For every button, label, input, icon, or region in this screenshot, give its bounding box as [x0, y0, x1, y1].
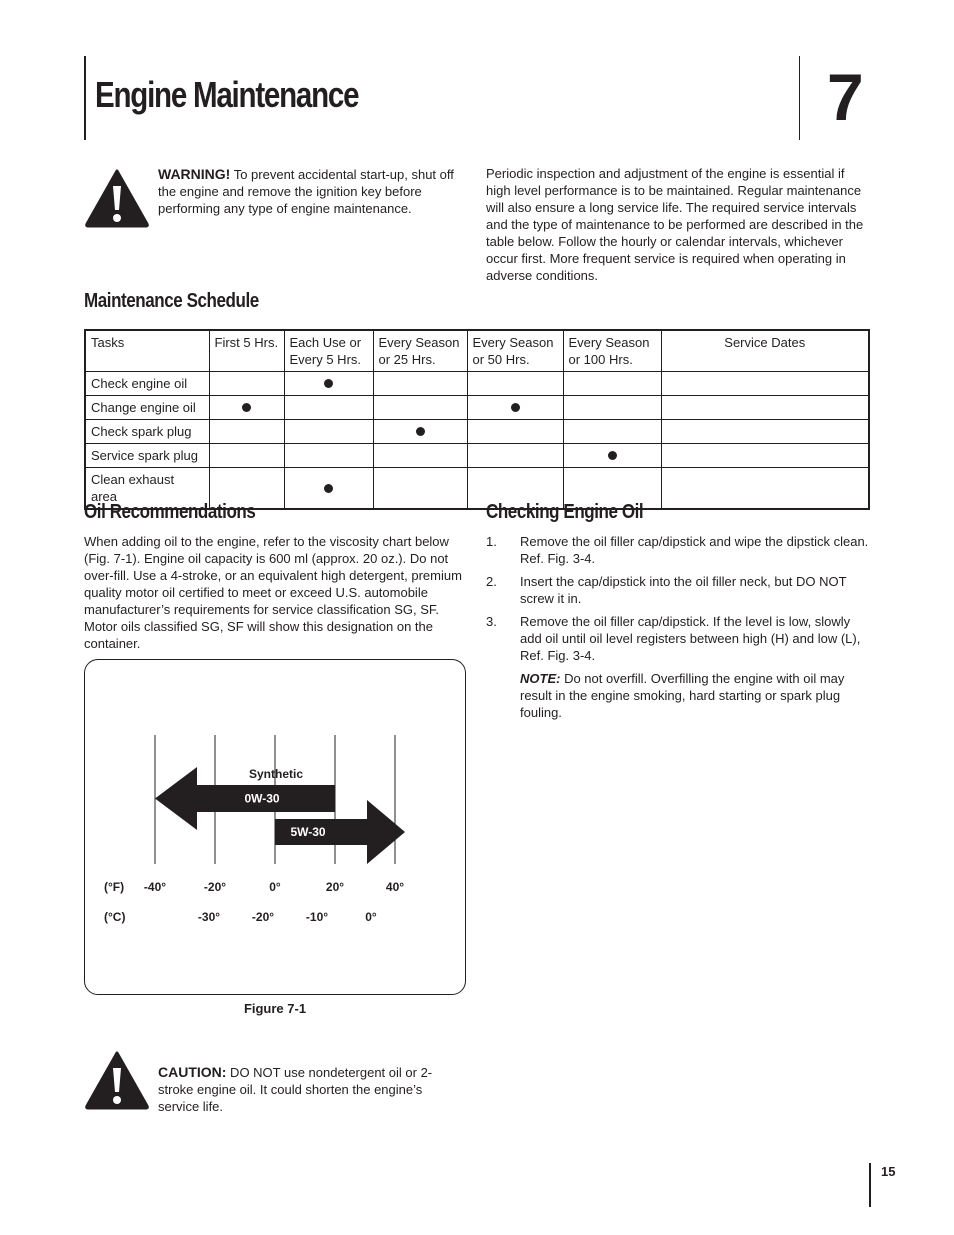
- f-tick-label: -40°: [143, 880, 167, 894]
- task-cell: Check engine oil: [85, 372, 209, 396]
- warning-text: To prevent accidental start-up, shut off the engine and remove the ignition key before performing any type of engine maintenance.: [158, 167, 454, 216]
- interval-cell: [467, 372, 563, 396]
- c-tick-label: -10°: [305, 910, 329, 924]
- f-tick-label: 0°: [269, 880, 281, 894]
- oil-heading: Oil Recommendations: [84, 501, 256, 523]
- header-cell: Every Season or 100 Hrs.: [563, 330, 661, 372]
- list-item: [486, 533, 872, 567]
- caution-text: DO NOT use nondetergent oil or 2-stroke engine oil. It could shorten the engine’s service life.: [158, 1065, 433, 1114]
- checking-heading: Checking Engine Oil: [486, 501, 644, 523]
- header-cell: Every Season or 25 Hrs.: [373, 330, 467, 372]
- note-block: [486, 670, 872, 721]
- task-cell: Change engine oil: [85, 396, 209, 420]
- interval-cell: [467, 396, 563, 420]
- table-row: [85, 372, 869, 396]
- header-cell: Every Season or 50 Hrs.: [467, 330, 563, 372]
- interval-cell: [209, 420, 284, 444]
- list-item: [486, 613, 872, 664]
- note-text: Do not overfill. Overfilling the engine with oil may result in the engine smoking, hard starting or spark plug fouling.: [520, 671, 845, 720]
- interval-cell: [373, 468, 467, 510]
- interval-cell: [284, 420, 373, 444]
- task-cell: Clean exhaust area: [85, 468, 209, 510]
- schedule-heading: Maintenance Schedule: [84, 290, 259, 312]
- task-cell: Service spark plug: [85, 444, 209, 468]
- step-text: Remove the oil filler cap/dipstick. If the level is low, slowly add oil until oil level registers between high (H) and low (L), Ref. Fig. 3-4.: [520, 614, 861, 663]
- chapter-number: 7: [827, 60, 864, 134]
- caution-block: [158, 1064, 458, 1115]
- scheduled-dot: [242, 403, 251, 412]
- interval-cell: [563, 396, 661, 420]
- step-number: 3.: [486, 614, 497, 629]
- caution-label: CAUTION:: [158, 1064, 227, 1080]
- f-tick-label: 20°: [325, 880, 345, 894]
- warning-block: [158, 166, 468, 217]
- header-cell: Service Dates: [661, 330, 869, 372]
- intro-paragraph: Periodic inspection and adjustment of the engine is essential if high level performance is to be maintained. Regular maintenance will also ensure a long service life. The required service intervals and the type of maintenance to be performed are described in the table below. Follow the hourly or calendar intervals, whichever occur first. More frequent service is required when operating in adverse conditions.: [486, 166, 864, 283]
- page-number: 15: [881, 1164, 896, 1179]
- chapter-rule: [799, 56, 800, 140]
- service-date-cell: [661, 396, 869, 420]
- checking-section: [486, 533, 872, 721]
- c-tick-label: -20°: [251, 910, 275, 924]
- interval-cell: [467, 444, 563, 468]
- table-row: [85, 396, 869, 420]
- scheduled-dot: [416, 427, 425, 436]
- interval-cell: [373, 372, 467, 396]
- interval-cell: [209, 444, 284, 468]
- interval-cell: [467, 420, 563, 444]
- title-rule: [84, 56, 86, 140]
- task-cell: Check spark plug: [85, 420, 209, 444]
- step-text: Remove the oil filler cap/dipstick and wipe the dipstick clean. Ref. Fig. 3-4.: [520, 534, 869, 566]
- c-tick-label: -30°: [197, 910, 221, 924]
- viscosity-chart: [84, 659, 466, 995]
- interval-cell: [563, 372, 661, 396]
- note-label: NOTE:: [520, 671, 561, 686]
- header-cell: Tasks: [85, 330, 209, 372]
- checking-steps: [486, 533, 872, 664]
- figure-caption: Figure 7-1: [243, 1001, 307, 1016]
- page-title: Engine Maintenance: [95, 74, 359, 115]
- interval-cell: [284, 396, 373, 420]
- interval-cell: [373, 420, 467, 444]
- scheduled-dot: [324, 379, 333, 388]
- step-number: 2.: [486, 574, 497, 589]
- warning-label: WARNING!: [158, 166, 231, 182]
- series-type-label: Synthetic: [248, 767, 304, 781]
- interval-cell: [563, 444, 661, 468]
- f-tick-label: 40°: [385, 880, 405, 894]
- header-cell: First 5 Hrs.: [209, 330, 284, 372]
- scheduled-dot: [324, 484, 333, 493]
- table-row: [85, 444, 869, 468]
- scheduled-dot: [608, 451, 617, 460]
- header-cell: Each Use or Every 5 Hrs.: [284, 330, 373, 372]
- service-date-cell: [661, 420, 869, 444]
- warning-triangle-icon: [84, 1050, 150, 1110]
- interval-cell: [209, 372, 284, 396]
- interval-cell: [284, 444, 373, 468]
- interval-cell: [373, 444, 467, 468]
- service-date-cell: [661, 468, 869, 510]
- c-tick-label: 0°: [365, 910, 377, 924]
- maintenance-table: [84, 329, 870, 510]
- interval-cell: [209, 396, 284, 420]
- scheduled-dot: [511, 403, 520, 412]
- service-date-cell: [661, 372, 869, 396]
- f-tick-label: -20°: [203, 880, 227, 894]
- series-label: 0W-30: [244, 791, 280, 806]
- series-label: 5W-30: [290, 825, 326, 839]
- f-unit-label: (°F): [104, 880, 125, 894]
- service-date-cell: [661, 444, 869, 468]
- page-rule: [869, 1163, 871, 1207]
- interval-cell: [284, 468, 373, 510]
- step-text: Insert the cap/dipstick into the oil filler neck, but DO NOT screw it in.: [520, 574, 847, 606]
- interval-cell: [284, 372, 373, 396]
- interval-cell: [563, 420, 661, 444]
- interval-cell: [373, 396, 467, 420]
- list-item: [486, 573, 872, 607]
- table-row: [85, 420, 869, 444]
- table-header-row: [85, 330, 869, 372]
- step-number: 1.: [486, 534, 497, 549]
- warning-triangle-icon: [84, 168, 150, 228]
- oil-paragraph: When adding oil to the engine, refer to the viscosity chart below (Fig. 7-1). Engine oil capacity is 600 ml (approx. 20 oz.). Do not over-fill. Use a 4-stroke, or an equivalent high detergent, premium quality motor oil certified to meet or exceed U.S. automobile manufacturer’s requirements for service classification SG, SF. Motor oils classified SG, SF will show this designation on the container.: [84, 534, 462, 651]
- c-unit-label: (°C): [104, 910, 126, 924]
